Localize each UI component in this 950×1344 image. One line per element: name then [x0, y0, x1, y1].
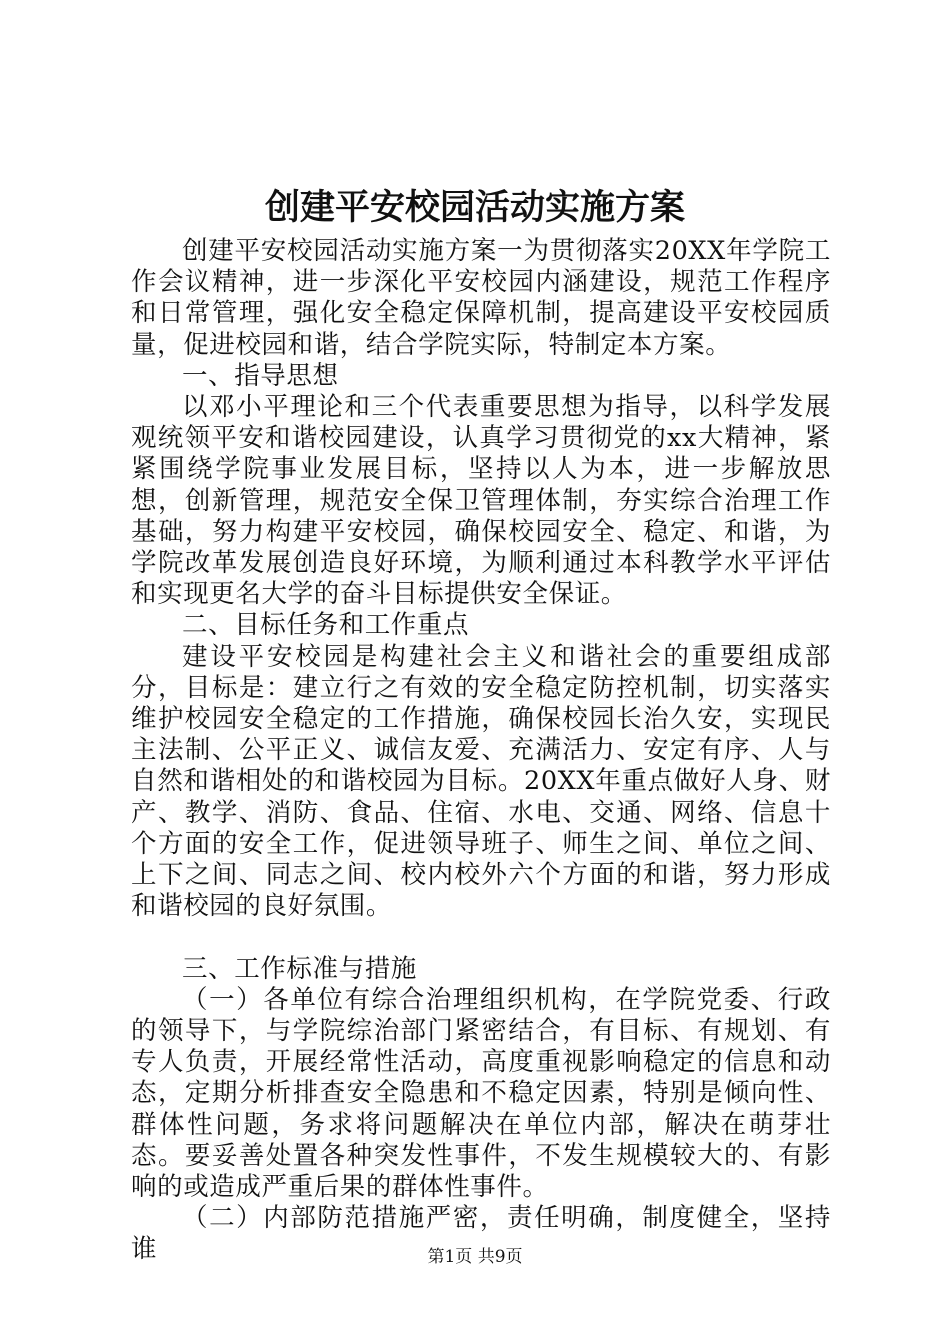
section-heading-1: 一、指导思想 [182, 360, 339, 391]
document-title: 创建平安校园活动实施方案 [264, 187, 685, 228]
page-footer: 第1页 共9页 [427, 1247, 523, 1267]
document-body [131, 236, 831, 1266]
paragraph-goals: 建设平安校园是构建社会主义和谐社会的重要组成部分，目标是：建立行之有效的安全稳定防控机制，切实落实维护校园安全稳定的工作措施，确保校园长治久安，实现民主法制、公平正义、诚信友爱、充满活力、安定有序、人与自然和谐相处的和谐校园为目标。20XX年重点做好人身、财产、教学、消防、食品、住宿、水电、交通、网络、信息十个方面的安全工作，促进领导班子、师生之间、单位之间、上下之间、同志之间、校内校外六个方面的和谐，努力形成和谐校园的良好氛围。 [131, 641, 831, 922]
paragraph-intro: 创建平安校园活动实施方案一为贯彻落实20XX年学院工作会议精神，进一步深化平安校园内涵建设，规范工作程序和日常管理，强化安全稳定保障机制，提高建设平安校园质量，促进校园和谐，结合学院实际，特制定本方案。 [131, 236, 831, 360]
paragraph-guiding-thought: 以邓小平理论和三个代表重要思想为指导，以科学发展观统领平安和谐校园建设，认真学习贯彻党的xx大精神，紧紧围绕学院事业发展目标，坚持以人为本，进一步解放思想，创新管理，规范安全保卫管理体制，夯实综合治理工作基础，努力构建平安校园，确保校园安全、稳定、和谐，为学院改革发展创造良好环境，为顺利通过本科教学水平评估和实现更名大学的奋斗目标提供安全保证。 [131, 392, 831, 610]
paragraph-measure-2: （二）内部防范措施严密，责任明确，制度健全，坚持谁 [131, 1203, 831, 1265]
blank-line [131, 922, 831, 953]
section-heading-3: 三、工作标准与措施 [182, 953, 417, 984]
section-heading-2: 二、目标任务和工作重点 [182, 610, 470, 641]
paragraph-measure-1: （一）各单位有综合治理组织机构，在学院党委、行政的领导下，与学院综治部门紧密结合，有目标、有规划、有专人负责，开展经常性活动，高度重视影响稳定的信息和动态，定期分析排查安全隐患和不稳定因素，特别是倾向性、群体性问题，务求将问题解决在单位内部，解决在萌芽壮态。要妥善处置各种突发性事件，不发生规模较大的、有影响的或造成严重后果的群体性事件。 [131, 984, 831, 1203]
